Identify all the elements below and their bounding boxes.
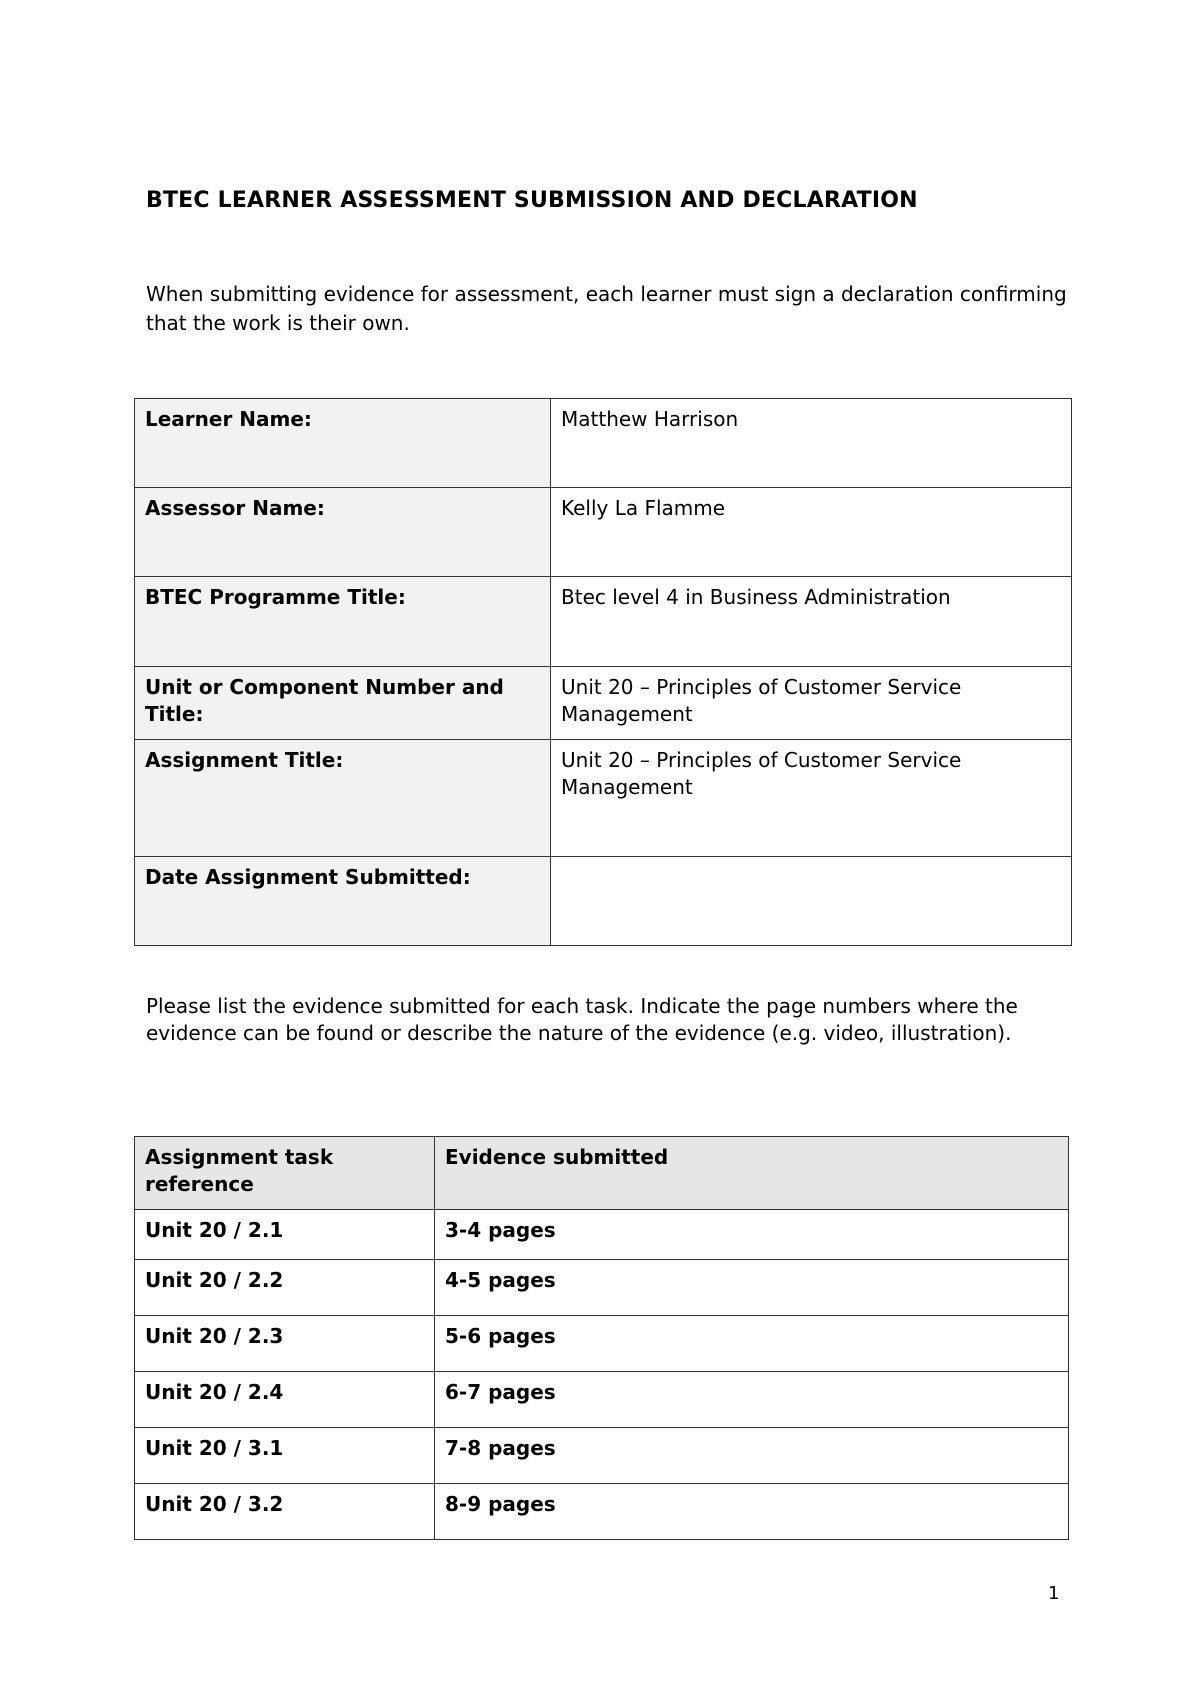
task-reference-cell: Unit 20 / 2.4: [135, 1372, 435, 1428]
table-row: [135, 1372, 1069, 1428]
evidence-cell: 5-6 pages: [435, 1316, 1069, 1372]
learner-name-value: Matthew Harrison: [551, 399, 1072, 488]
date-submitted-label: Date Assignment Submitted:: [135, 857, 551, 946]
unit-title-value: Unit 20 – Principles of Customer Service Management: [551, 667, 1072, 740]
task-reference-cell: Unit 20 / 2.1: [135, 1210, 435, 1260]
column-header-evidence: Evidence submitted: [435, 1137, 1069, 1210]
assignment-title-label: Assignment Title:: [135, 740, 551, 857]
page-number: 1: [1048, 1583, 1060, 1604]
task-reference-cell: Unit 20 / 2.3: [135, 1316, 435, 1372]
table-row: [135, 857, 1072, 946]
table-row: [135, 1210, 1069, 1260]
page-title: BTEC LEARNER ASSESSMENT SUBMISSION AND DECLARATION: [146, 188, 918, 213]
evidence-cell: 7-8 pages: [435, 1428, 1069, 1484]
evidence-cell: 8-9 pages: [435, 1484, 1069, 1540]
date-submitted-value: [551, 857, 1072, 946]
table-header-row: [135, 1137, 1069, 1210]
evidence-cell: 3-4 pages: [435, 1210, 1069, 1260]
table-row: [135, 1428, 1069, 1484]
evidence-cell: 6-7 pages: [435, 1372, 1069, 1428]
task-reference-cell: Unit 20 / 3.2: [135, 1484, 435, 1540]
evidence-table: [134, 1136, 1069, 1540]
table-row: [135, 1484, 1069, 1540]
table-row: [135, 1316, 1069, 1372]
column-header-task-reference: Assignment task reference: [135, 1137, 435, 1210]
intro-paragraph: When submitting evidence for assessment, each learner must sign a declaration confirming that the work is their own.: [146, 282, 1067, 335]
programme-title-label: BTEC Programme Title:: [135, 577, 551, 667]
learner-details-table: [134, 398, 1072, 946]
evidence-instructions: Please list the evidence submitted for each task. Indicate the page numbers where the evidence can be found or describe the nature of the evidence (e.g. video, illustration).: [146, 994, 1018, 1045]
assignment-title-value: Unit 20 – Principles of Customer Service Management: [551, 740, 1072, 857]
task-reference-cell: Unit 20 / 2.2: [135, 1260, 435, 1316]
table-row: [135, 740, 1072, 857]
table-row: [135, 488, 1072, 577]
programme-title-value: Btec level 4 in Business Administration: [551, 577, 1072, 667]
task-reference-cell: Unit 20 / 3.1: [135, 1428, 435, 1484]
assessor-name-label: Assessor Name:: [135, 488, 551, 577]
unit-title-label: Unit or Component Number and Title:: [135, 667, 551, 740]
learner-name-label: Learner Name:: [135, 399, 551, 488]
table-row: [135, 399, 1072, 488]
table-row: [135, 577, 1072, 667]
table-row: [135, 1260, 1069, 1316]
evidence-cell: 4-5 pages: [435, 1260, 1069, 1316]
table-row: [135, 667, 1072, 740]
assessor-name-value: Kelly La Flamme: [551, 488, 1072, 577]
